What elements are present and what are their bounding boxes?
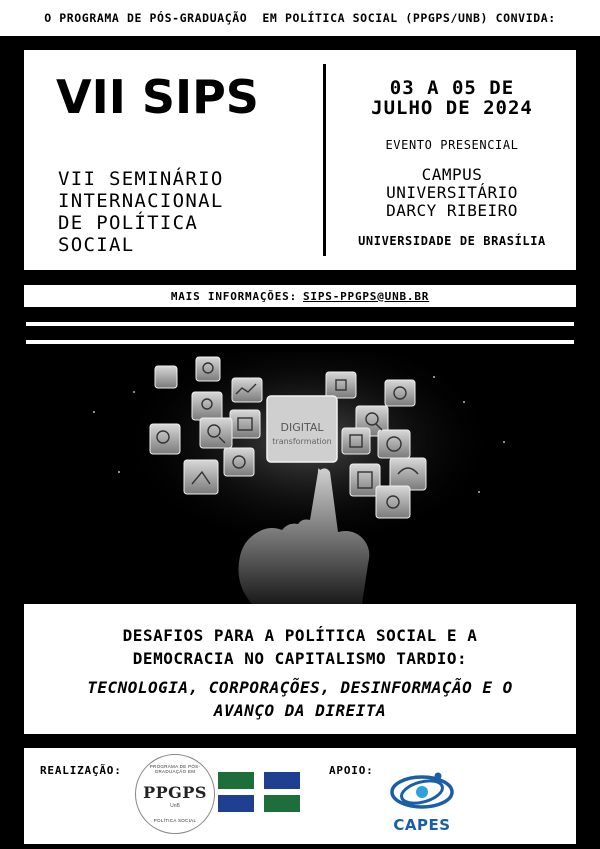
event-full-line: DE POLÍTICA: [58, 212, 199, 234]
theme-main-title: [24, 624, 576, 670]
info-label: MAIS INFORMAÇÕES:: [170, 289, 297, 303]
digital-hand-illustration: [24, 352, 576, 604]
ppgps-ring-bottom: POLÍTICA SOCIAL: [153, 818, 197, 823]
hero-right: [328, 50, 576, 270]
hero-left: [24, 50, 324, 270]
theme-sub-line: AVANÇO DA DIREITA: [213, 701, 387, 720]
ppgps-logo-subtext: UnB: [170, 803, 180, 809]
ppgps-ring-top: PROGRAMA DE PÓS-GRADUAÇÃO EM: [149, 764, 201, 774]
horizontal-rule: [26, 322, 574, 326]
capes-logo: [386, 766, 458, 836]
theme-main-line: DESAFIOS PARA A POLÍTICA SOCIAL E A: [122, 626, 478, 645]
theme-subtitle: [24, 676, 576, 722]
date-line: JULHO DE 2024: [371, 97, 533, 119]
vertical-divider: [323, 64, 326, 256]
theme-main-line: DEMOCRACIA NO CAPITALISMO TARDIO:: [132, 649, 468, 668]
invite-banner: [0, 0, 600, 36]
campus-name: [328, 166, 576, 220]
footer-panel: [24, 748, 576, 844]
event-full-line: VII SEMINÁRIO: [58, 168, 224, 190]
apoio-label: APOIO:: [329, 764, 374, 777]
campus-line: CAMPUS: [421, 165, 483, 184]
contact-email-link[interactable]: SIPS-PPGPS@UNB.BR: [303, 289, 430, 303]
campus-line: UNIVERSITÁRIO: [386, 183, 518, 202]
invite-text: O PROGRAMA DE PÓS-GRADUAÇÃO EM POLÍTICA SOCIAL (PPGPS/UNB) CONVIDA:: [44, 11, 556, 25]
screen-text-line2: transformation: [272, 437, 332, 446]
event-full-line: INTERNACIONAL: [58, 190, 224, 212]
event-dates: [328, 78, 576, 118]
date-line: 03 A 05 DE: [389, 77, 515, 99]
capes-emblem-icon: [386, 766, 458, 816]
theme-sub-line: TECNOLOGIA, CORPORAÇÕES, DESINFORMAÇÃO E O: [87, 678, 513, 697]
screen-text-line1: DIGITAL: [280, 421, 324, 434]
event-full-line: SOCIAL: [58, 234, 135, 256]
hero-panel: [24, 50, 576, 270]
event-format: EVENTO PRESENCIAL: [385, 138, 519, 152]
capes-logo-text: CAPES: [393, 816, 451, 834]
ppgps-logo-text: PPGPS: [143, 783, 207, 802]
ppgps-logo: [135, 754, 215, 834]
horizontal-rule: [26, 340, 574, 344]
theme-panel: [24, 604, 576, 734]
info-bar: [24, 285, 576, 307]
realizacao-label: REALIZAÇÃO:: [40, 764, 122, 777]
event-full-title: [58, 168, 224, 256]
event-short-title: VII SIPS: [56, 70, 259, 124]
digital-transformation-image: [24, 352, 576, 604]
campus-line: DARCY RIBEIRO: [386, 201, 518, 220]
unb-logo: [218, 772, 300, 812]
university-name: UNIVERSIDADE DE BRASÍLIA: [358, 234, 546, 248]
